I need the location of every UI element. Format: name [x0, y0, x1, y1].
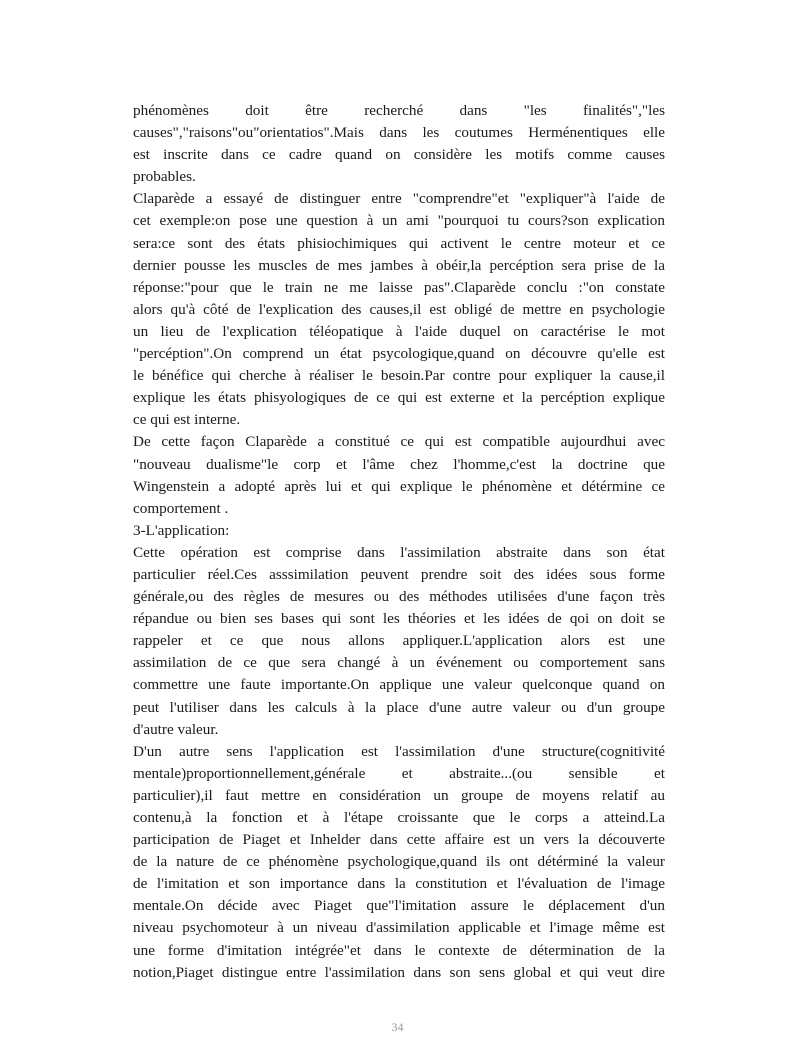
- text-line: "percéption".On comprend un état psycologique,quand on découvre qu'elle est: [133, 345, 665, 363]
- text-line: contenu,à la fonction et à l'étape croissante que le corps a atteind.La: [133, 809, 665, 826]
- text-line: Claparède a essayé de distinguer entre "comprendre"et "expliquer"à l'aide de: [133, 190, 665, 208]
- text-line: de l'imitation et son importance dans la constitution et l'évaluation de l'image: [133, 875, 665, 893]
- text-line: Wingenstein a adopté après lui et qui explique le phénomène et détérmine ce: [133, 477, 665, 495]
- text-line: explique les états phisyologiques de ce qui est externe et la percéption explique: [133, 389, 665, 407]
- page-number: 34: [391, 1020, 404, 1034]
- text-line: dernier pousse les muscles de mes jambes à obéir,la percéption sera prise de la: [133, 256, 665, 274]
- text-line: phénomènes doit être recherché dans "les finalités","les: [133, 102, 665, 119]
- text-line: Cette opération est comprise dans l'assimilation abstraite dans son état: [133, 543, 665, 561]
- text-line: participation de Piaget et Inhelder dans cette affaire est un vers la découverte: [133, 831, 665, 849]
- text-line: causes","raisons"ou"orientatios".Mais dans les coutumes Herménentiques elle: [133, 124, 665, 142]
- text-line: de la nature de ce phénomène psychologique,quand ils ont détérminé la valeur: [133, 853, 665, 871]
- text-line: comportement .: [133, 499, 229, 517]
- text-line: mentale.On décide avec Piaget que"l'imitation assure le déplacement d'un: [133, 897, 665, 915]
- text-line: une forme d'imitation intégrée"et dans le contexte de détermination de la: [133, 941, 665, 959]
- text-line: d'autre valeur.: [133, 720, 219, 738]
- text-line: générale,ou des règles de mesures ou des méthodes utilisées d'une façon très: [133, 588, 665, 606]
- text-line: répandue ou bien ses bases qui sont les théories et les idées de qoi on doit se: [133, 610, 665, 628]
- text-line: particulier réel.Ces asssimilation peuvent prendre soit des idées sous forme: [133, 565, 665, 583]
- text-line: cet exemple:on pose une question à un ami "pourquoi tu cours?son explication: [133, 212, 665, 230]
- text-line: notion,Piaget distingue entre l'assimilation dans son sens global et qui veut dire: [133, 963, 665, 981]
- text-line: rappeler et ce que nous allons appliquer.L'application alors est une: [133, 632, 665, 650]
- text-line: assimilation de ce que sera changé à un événement ou comportement sans: [133, 654, 665, 672]
- text-line: probables.: [133, 168, 196, 186]
- text-line: niveau psychomoteur à un niveau d'assimilation applicable et l'image même est: [133, 919, 665, 937]
- text-line: sera:ce sont des états phisiochimiques qui activent le centre moteur et ce: [133, 234, 665, 252]
- text-line: "nouveau dualisme"le corp et l'âme chez l'homme,c'est la doctrine que: [133, 455, 665, 473]
- text-line: ce qui est interne.: [133, 411, 241, 429]
- text-line: réponse:"pour que le train ne me laisse pas".Claparède conclu :"on constate: [133, 278, 665, 296]
- body-text: [133, 100, 665, 984]
- text-line: le bénéfice qui cherche à réaliser le besoin.Par contre pour expliquer la cause,il: [133, 367, 665, 385]
- text-line: peut l'utiliser dans les calculs à la place d'une autre valeur ou d'un groupe: [133, 698, 665, 716]
- text-line: mentale)proportionnellement,générale et abstraite...(ou sensible et: [133, 764, 665, 782]
- text-line: particulier),il faut mettre en considération un groupe de moyens relatif au: [133, 786, 665, 804]
- text-line: D'un autre sens l'application est l'assimilation d'une structure(cognitivité: [133, 742, 665, 760]
- text-line: commettre une faute importante.On applique une valeur quelconque quand on: [133, 676, 665, 694]
- text-line: est inscrite dans ce cadre quand on considère les motifs comme causes: [133, 146, 665, 164]
- text-line: un lieu de l'explication téléopatique à l'aide duquel on caractérise le mot: [133, 322, 665, 340]
- text-line: De cette façon Claparède a constitué ce qui est compatible aujourdhui avec: [133, 433, 665, 451]
- text-line: 3-L'application:: [133, 521, 230, 539]
- text-line: alors qu'à côté de l'explication des causes,il est obligé de mettre en psychologie: [133, 300, 665, 318]
